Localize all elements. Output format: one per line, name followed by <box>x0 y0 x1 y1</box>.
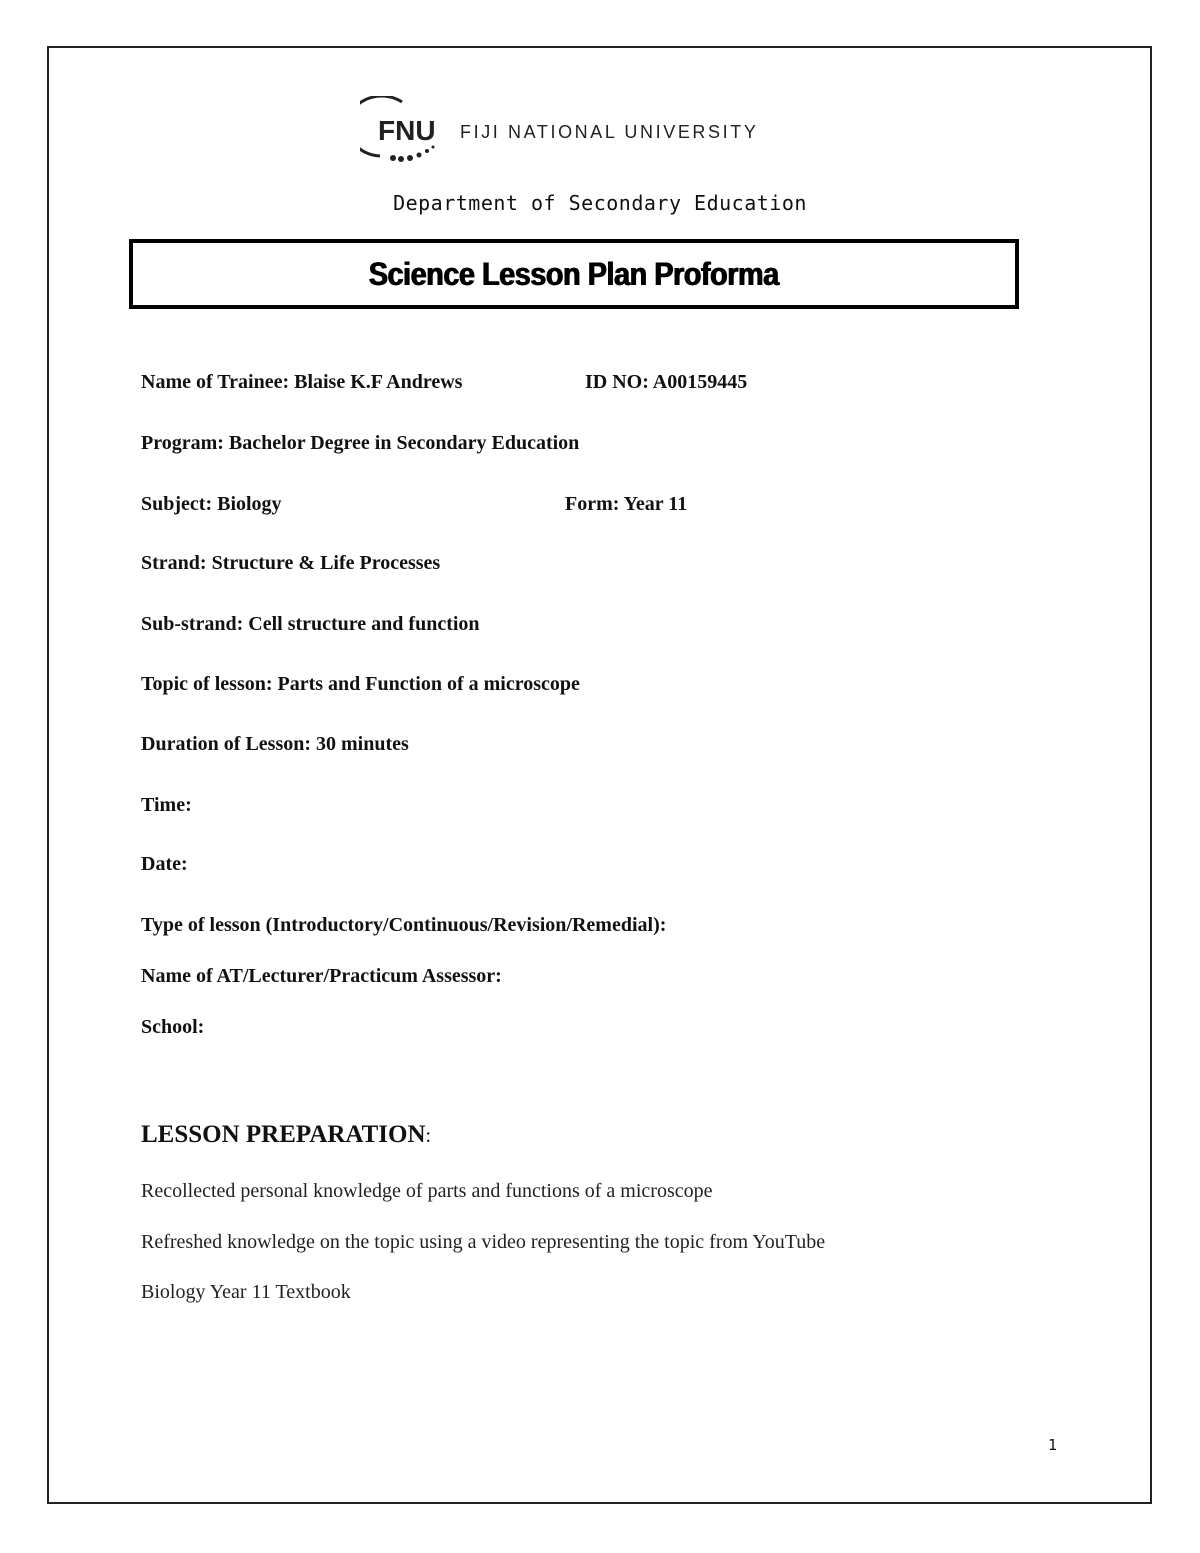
department-heading: Department of Secondary Education <box>393 191 807 215</box>
topic: Topic of lesson: Parts and Function of a microscope <box>141 673 580 695</box>
lesson-preparation-heading <box>141 1121 431 1149</box>
prep-item: Refreshed knowledge on the topic using a video representing the topic from YouTube <box>141 1231 826 1253</box>
time: Time: <box>141 794 192 816</box>
page-number: 1 <box>1048 1436 1058 1454</box>
prep-item: Recollected personal knowledge of parts and functions of a microscope <box>141 1180 713 1202</box>
sub-strand: Sub-strand: Cell structure and function <box>141 613 480 635</box>
logo-mark: FNU <box>378 115 436 146</box>
form: Form: Year 11 <box>565 493 688 515</box>
program: Program: Bachelor Degree in Secondary Education <box>141 432 580 454</box>
date: Date: <box>141 853 188 875</box>
lesson-type: Type of lesson (Introductory/Continuous/Revision/Remedial): <box>141 914 667 936</box>
strand: Strand: Structure & Life Processes <box>141 552 441 574</box>
assessor: Name of AT/Lecturer/Practicum Assessor: <box>141 965 502 987</box>
id-number: ID NO: A00159445 <box>585 371 748 393</box>
subject: Subject: Biology <box>141 493 282 515</box>
school: School: <box>141 1016 205 1038</box>
fnu-logo <box>360 96 840 166</box>
document-title: Science Lesson Plan Proforma <box>369 255 779 292</box>
prep-heading-text: LESSON PREPARATION <box>141 1121 426 1148</box>
prep-heading-colon: : <box>425 1125 432 1147</box>
logo-name: FIJI NATIONAL UNIVERSITY <box>460 122 759 142</box>
prep-item: Biology Year 11 Textbook <box>141 1281 351 1303</box>
title-box <box>129 239 1019 309</box>
trainee-name: Name of Trainee: Blaise K.F Andrews <box>141 371 463 393</box>
duration: Duration of Lesson: 30 minutes <box>141 733 409 755</box>
